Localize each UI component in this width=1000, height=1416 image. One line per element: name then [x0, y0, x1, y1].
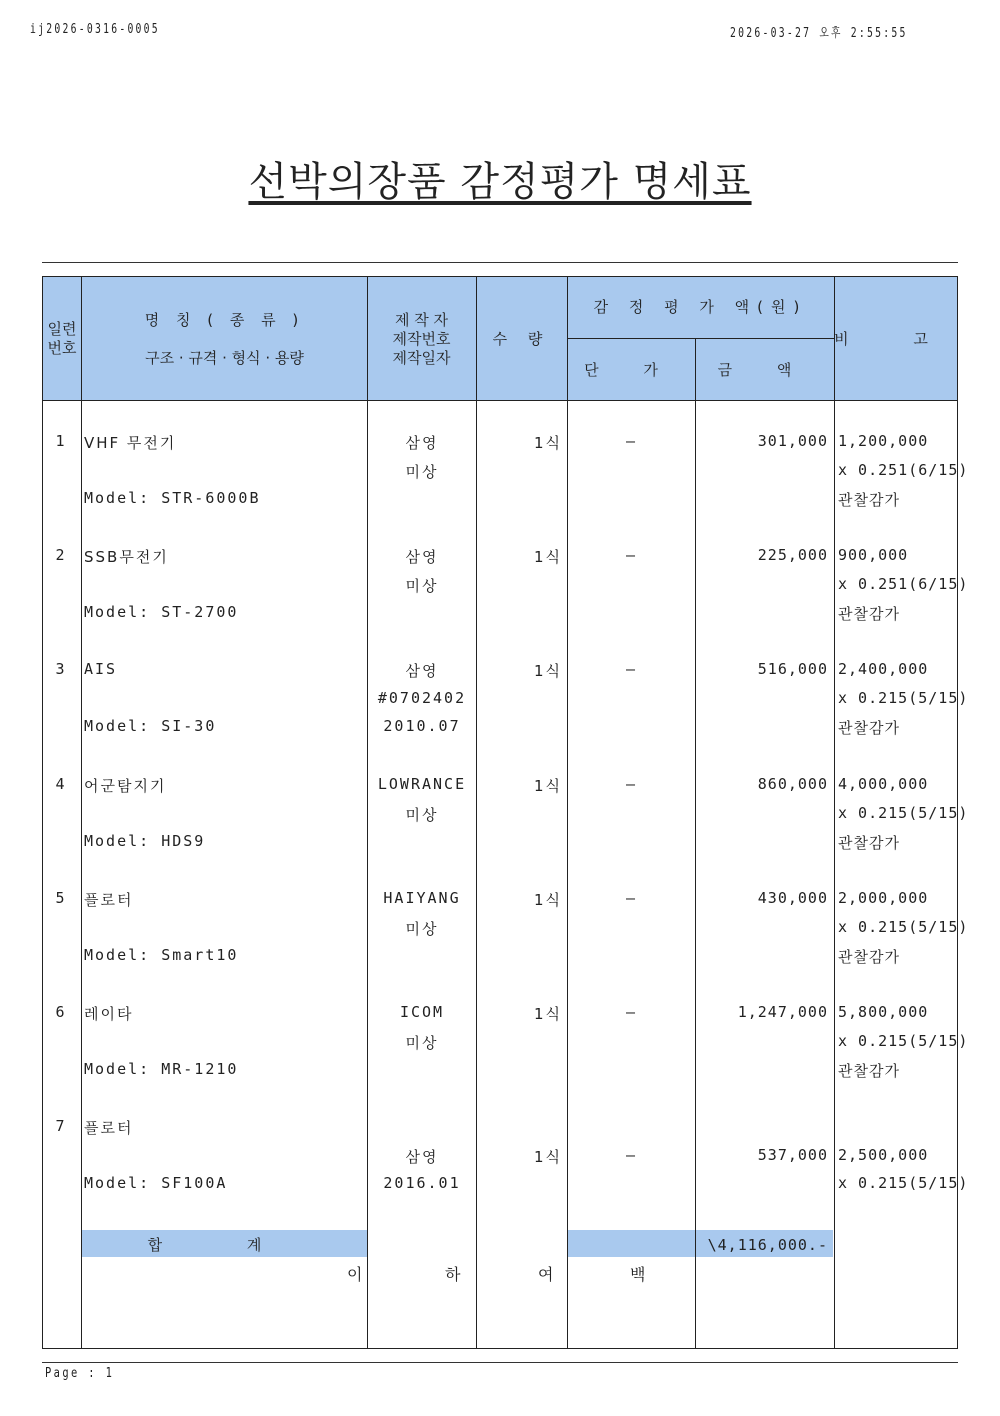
item-model: Model: STR-6000B — [84, 489, 261, 508]
sum-amount: \4,116,000.- — [707, 1236, 828, 1254]
print-timestamp: 2026-03-27 오후 2:55:55 — [730, 26, 908, 41]
sum-label: 합 계 — [147, 1236, 302, 1254]
header-subdivider — [567, 338, 834, 339]
unit-price: — — [625, 775, 638, 793]
maker-line2: 미상 — [405, 576, 439, 595]
note-line3: 관찰감가 — [838, 834, 900, 853]
header-maker-line3: 제작일자 — [392, 349, 451, 367]
row-number: 3 — [55, 660, 67, 678]
amount: 537,000 — [757, 1145, 828, 1164]
note-line2: x 0.215(5/15) — [838, 1174, 969, 1193]
item-name: SSB무전기 — [84, 548, 169, 566]
quantity: 1식 — [533, 662, 562, 680]
unit-price: — — [625, 1145, 638, 1164]
header-no-line1: 일련 — [47, 320, 77, 338]
col-divider — [834, 276, 835, 1349]
amount: 516,000 — [757, 660, 828, 678]
note-line3: 관찰감가 — [838, 948, 900, 967]
quantity: 1식 — [533, 1005, 562, 1023]
header-qty: 수 량 — [492, 330, 551, 348]
quantity: 1식 — [533, 434, 562, 452]
item-model: Model: MR-1210 — [84, 1060, 239, 1079]
row-number: 7 — [55, 1117, 67, 1135]
header-unit-price: 단 가 — [584, 361, 678, 379]
maker-line2: 삼영 — [405, 1147, 439, 1166]
page-number: Page : 1 — [45, 1366, 115, 1381]
header-name-line1: 명 칭 ( 종 류 ) — [144, 311, 305, 329]
below-char-baek: 백 — [630, 1265, 648, 1284]
item-name: 플로터 — [84, 891, 134, 909]
note-line3: 관찰감가 — [838, 1062, 900, 1081]
note-line1: 2,400,000 — [838, 660, 929, 678]
header-note: 비 고 — [834, 330, 958, 348]
header-amount: 금 액 — [717, 361, 812, 379]
maker-line1: 삼영 — [405, 548, 439, 566]
note-line2: x 0.215(5/15) — [838, 688, 969, 707]
item-model: Model: SI-30 — [84, 717, 217, 736]
quantity: 1식 — [533, 891, 562, 909]
note-line2: x 0.215(5/15) — [838, 1031, 969, 1050]
unit-price: — — [625, 889, 638, 907]
unit-price: — — [625, 432, 638, 450]
col-divider — [81, 276, 82, 1349]
item-model: Model: ST-2700 — [84, 603, 239, 622]
note-line3: 관찰감가 — [838, 719, 900, 738]
amount: 225,000 — [757, 546, 828, 564]
top-divider — [42, 262, 958, 263]
header-maker-line1: 제 작 자 — [394, 311, 448, 329]
below-char-yeo: 여 — [538, 1265, 556, 1284]
quantity: 1식 — [533, 777, 562, 795]
maker-line2: 미상 — [405, 919, 439, 938]
item-model: Model: HDS9 — [84, 832, 206, 851]
unit-price: — — [625, 1003, 638, 1021]
item-name: 플로터 — [84, 1119, 134, 1137]
maker-line1: 삼영 — [405, 662, 439, 680]
maker-line1: 삼영 — [405, 434, 439, 452]
amount: 430,000 — [757, 889, 828, 907]
note-line2: x 0.215(5/15) — [838, 803, 969, 822]
header-value-group: 감 정 평 가 액(원) — [593, 298, 808, 316]
page-title: 선박의장품 감정평가 명세표 — [248, 159, 752, 205]
maker-line1: LOWRANCE — [377, 775, 467, 793]
maker-line2: 미상 — [405, 462, 439, 481]
note-line2: x 0.215(5/15) — [838, 917, 969, 936]
maker-line2: #0702402 — [377, 688, 467, 707]
note-line2: x 0.251(6/15) — [838, 574, 969, 593]
header-maker-line2: 제작번호 — [392, 330, 451, 348]
item-name: 레이타 — [84, 1005, 134, 1023]
unit-price: — — [625, 546, 638, 564]
row-number: 1 — [55, 432, 67, 450]
bottom-divider — [42, 1362, 958, 1363]
row-number: 5 — [55, 889, 67, 907]
note-line3: 관찰감가 — [838, 605, 900, 624]
item-name: VHF 무전기 — [84, 434, 177, 452]
header-bottom-line — [42, 400, 958, 401]
maker-line2: 미상 — [405, 805, 439, 824]
amount: 860,000 — [757, 775, 828, 793]
col-divider — [695, 338, 696, 1349]
maker-line1: ICOM — [399, 1003, 445, 1021]
note-line1: 900,000 — [838, 546, 909, 564]
amount: 301,000 — [757, 432, 828, 450]
row-number: 6 — [55, 1003, 67, 1021]
maker-line1: HAIYANG — [383, 889, 461, 907]
amount: 1,247,000 — [737, 1003, 828, 1021]
row-number: 4 — [55, 775, 67, 793]
item-name: 어군탐지기 — [84, 777, 167, 795]
note-line2: x 0.251(6/15) — [838, 460, 969, 479]
maker-line3: 2016.01 — [383, 1174, 461, 1193]
note-line1: 1,200,000 — [838, 432, 929, 450]
unit-price: — — [625, 660, 638, 678]
maker-line2: 미상 — [405, 1033, 439, 1052]
note-line3: 관찰감가 — [838, 491, 900, 510]
below-char-ha: 하 — [445, 1265, 463, 1284]
row-number: 2 — [55, 546, 67, 564]
note-line1: 2,500,000 — [838, 1145, 929, 1164]
quantity: 1식 — [533, 548, 562, 566]
document-id: ij2026-0316-0005 — [30, 22, 160, 37]
quantity: 1식 — [533, 1147, 562, 1166]
note-line1: 4,000,000 — [838, 775, 929, 793]
header-name-line2: 구조 · 규격 · 형식 · 용량 — [145, 349, 304, 367]
item-model: Model: Smart10 — [84, 946, 239, 965]
maker-line3: 2010.07 — [383, 717, 461, 736]
item-name: AIS — [84, 660, 118, 678]
item-model: Model: SF100A — [84, 1174, 228, 1193]
below-char-i: 이 — [347, 1265, 365, 1284]
header-no-line2: 번호 — [47, 339, 77, 357]
note-line1: 2,000,000 — [838, 889, 929, 907]
note-line1: 5,800,000 — [838, 1003, 929, 1021]
